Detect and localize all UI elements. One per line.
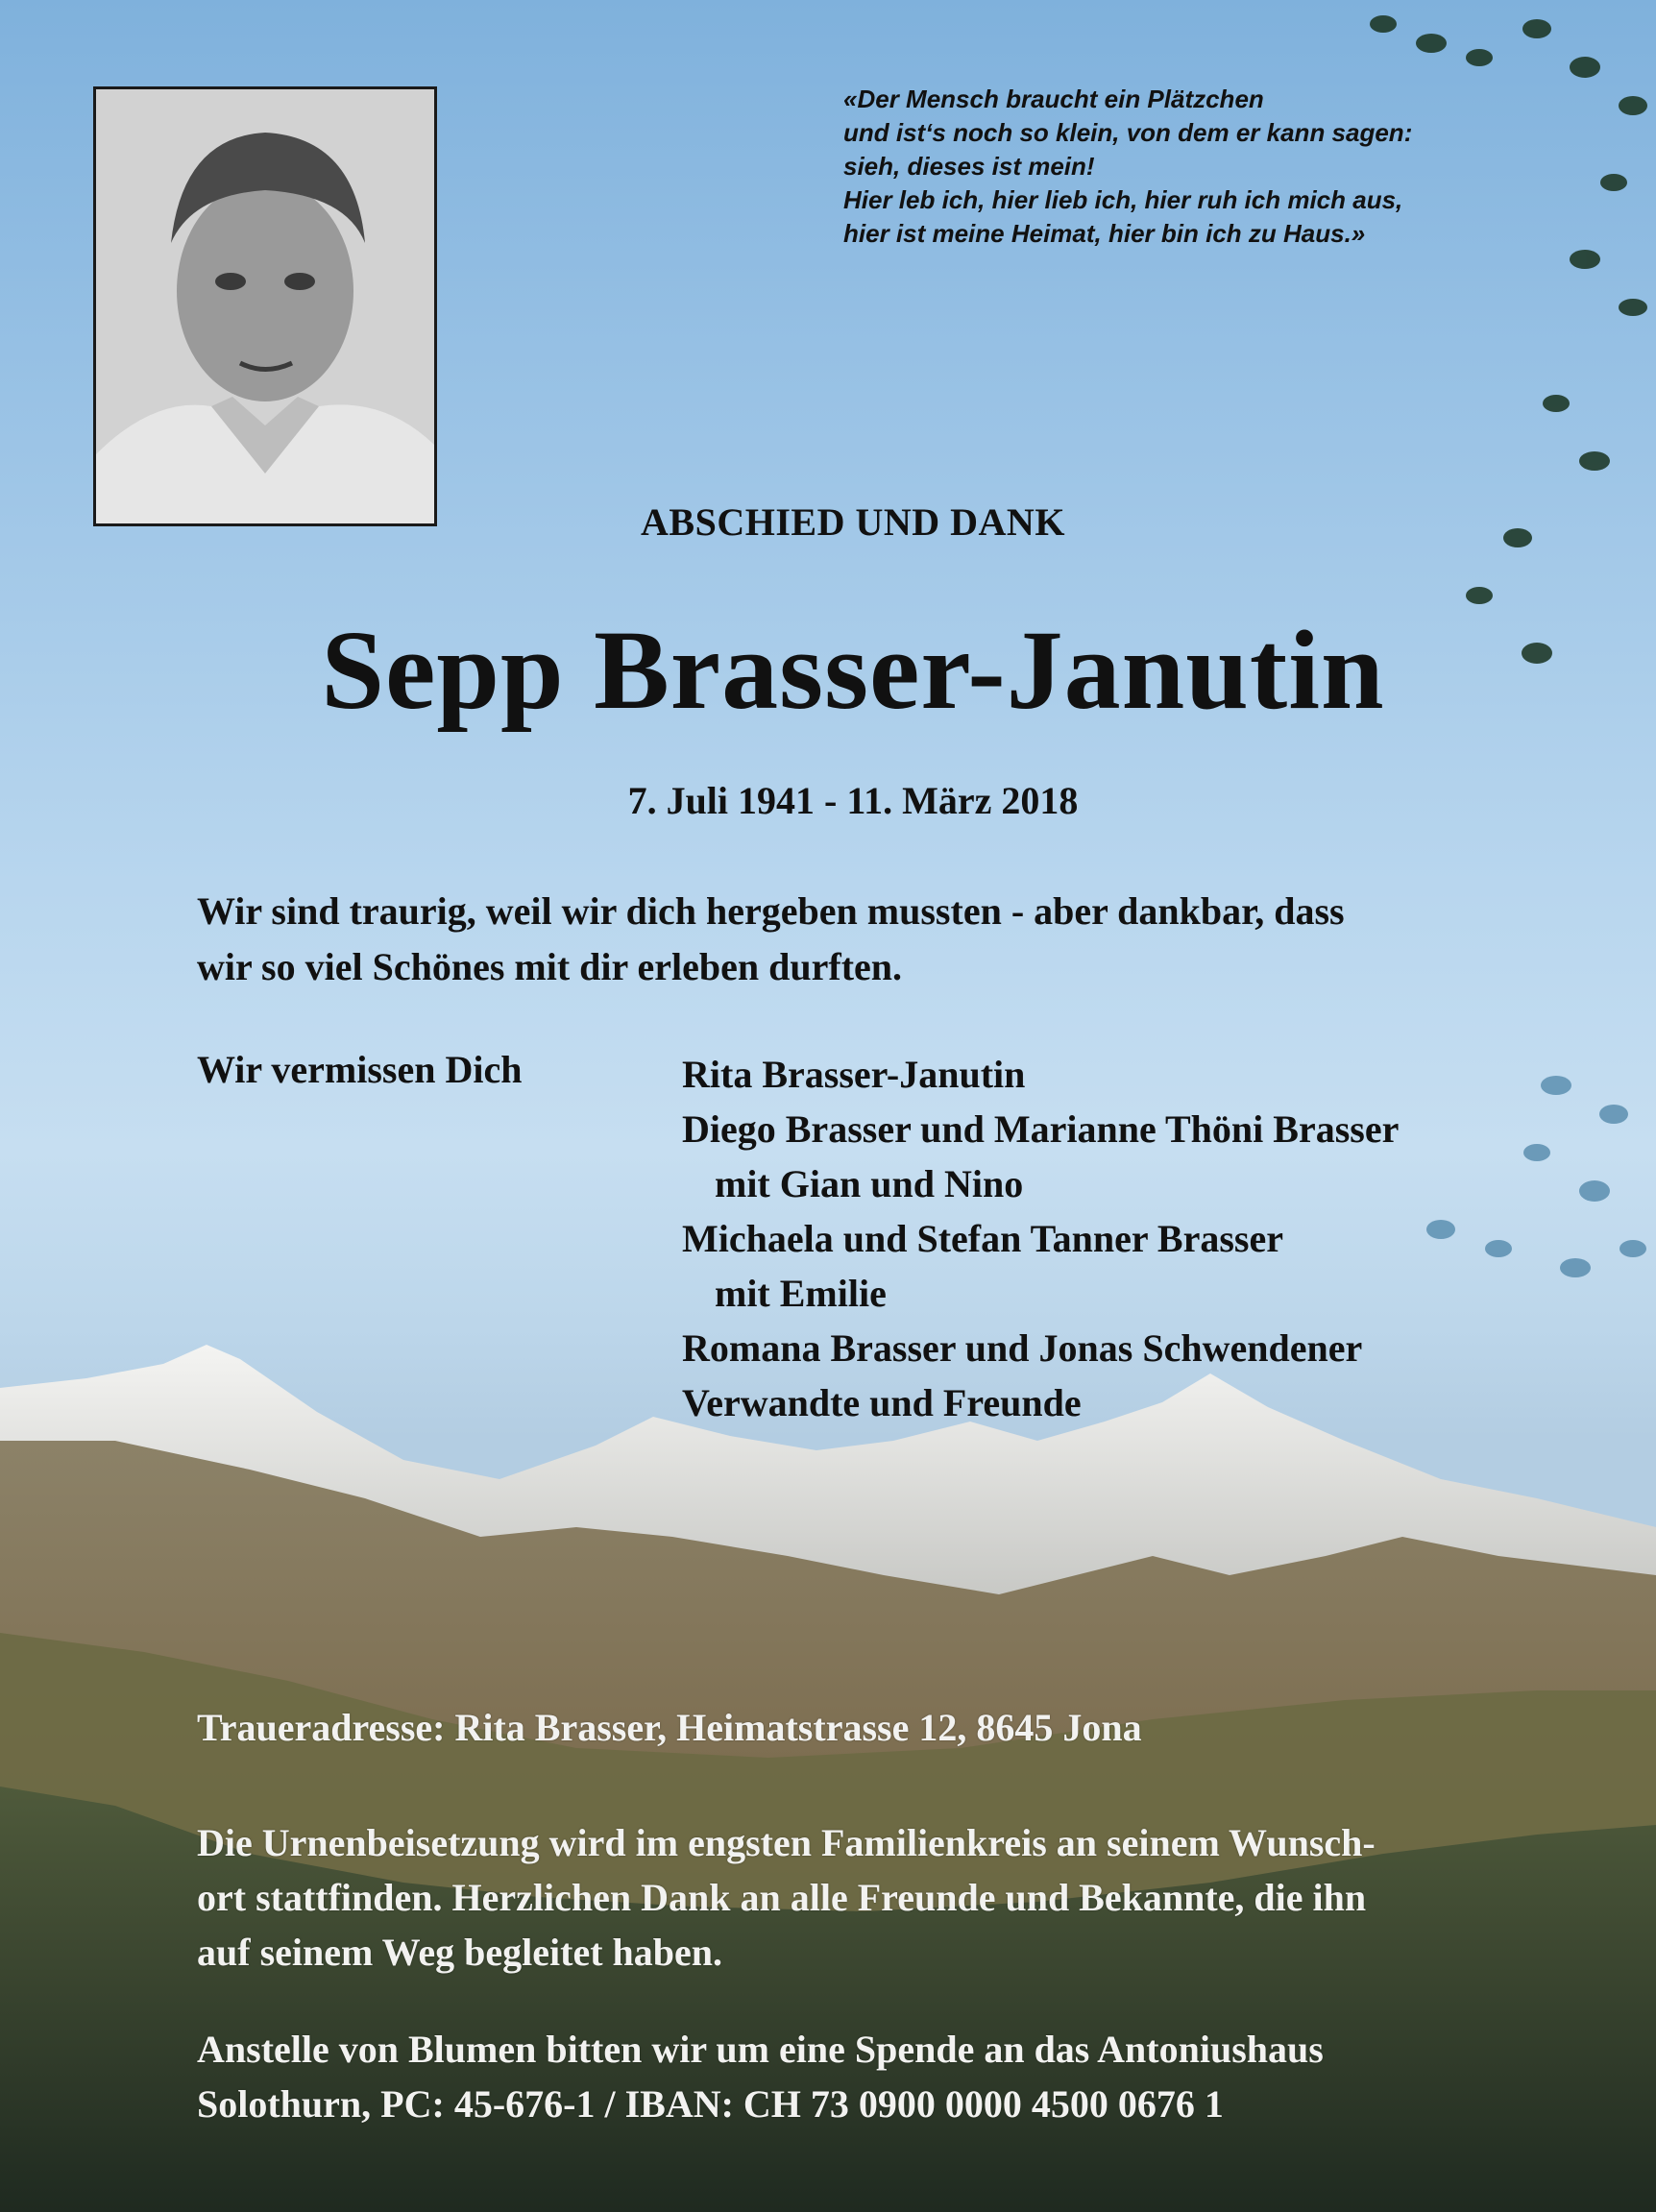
mourner-name: mit Gian und Nino (715, 1162, 1024, 1205)
quote-line: Hier leb ich, hier lieb ich, hier ruh ich mich aus, (843, 185, 1403, 214)
deceased-name: Sepp Brasser-Janutin (321, 607, 1385, 733)
quote-line: und ist‘s noch so klein, von dem er kann sagen: (843, 118, 1413, 147)
heading: ABSCHIED UND DANK (641, 500, 1065, 544)
mourners-list (682, 1047, 1399, 1430)
quote (843, 83, 1554, 251)
donation-line: Solothurn, PC: 45-676-1 / IBAN: CH 73 0900 0000 4500 0676 1 (197, 2082, 1224, 2126)
mourner-name: Michaela und Stefan Tanner Brasser (682, 1217, 1283, 1260)
portrait-image (96, 89, 434, 523)
mourner-name: Romana Brasser und Jonas Schwendener (682, 1326, 1363, 1370)
farewell-message (197, 884, 1542, 995)
portrait-photo (93, 86, 437, 526)
mourner-name: Rita Brasser-Janutin (682, 1053, 1026, 1096)
burial-line: ort stattfinden. Herzlichen Dank an alle Freunde und Bekannte, die ihn (197, 1876, 1367, 1919)
quote-line: hier ist meine Heimat, hier bin ich zu Haus.» (843, 219, 1366, 248)
message-line: wir so viel Schönes mit dir erleben durften. (197, 945, 903, 988)
mourners-label: Wir vermissen Dich (197, 1048, 523, 1091)
burial-notice (197, 1815, 1376, 1980)
message-line: Wir sind traurig, weil wir dich hergeben mussten - aber dankbar, dass (197, 889, 1345, 933)
donation-line: Anstelle von Blumen bitten wir um eine Spende an das Antoniushaus (197, 2028, 1324, 2071)
life-dates: 7. Juli 1941 - 11. März 2018 (627, 779, 1079, 822)
burial-line: auf seinem Weg begleitet haben. (197, 1931, 723, 1974)
mourner-name: mit Emilie (715, 1272, 887, 1315)
quote-line: «Der Mensch braucht ein Plätzchen (843, 85, 1264, 113)
donation-notice (197, 2022, 1324, 2131)
mourner-name: Diego Brasser und Marianne Thöni Brasser (682, 1107, 1400, 1151)
burial-line: Die Urnenbeisetzung wird im engsten Familienkreis an seinem Wunsch- (197, 1821, 1376, 1864)
quote-line: sieh, dieses ist mein! (843, 152, 1095, 181)
mourning-address: Traueradresse: Rita Brasser, Heimatstrasse 12, 8645 Jona (197, 1706, 1142, 1749)
mourner-name: Verwandte und Freunde (682, 1381, 1082, 1424)
